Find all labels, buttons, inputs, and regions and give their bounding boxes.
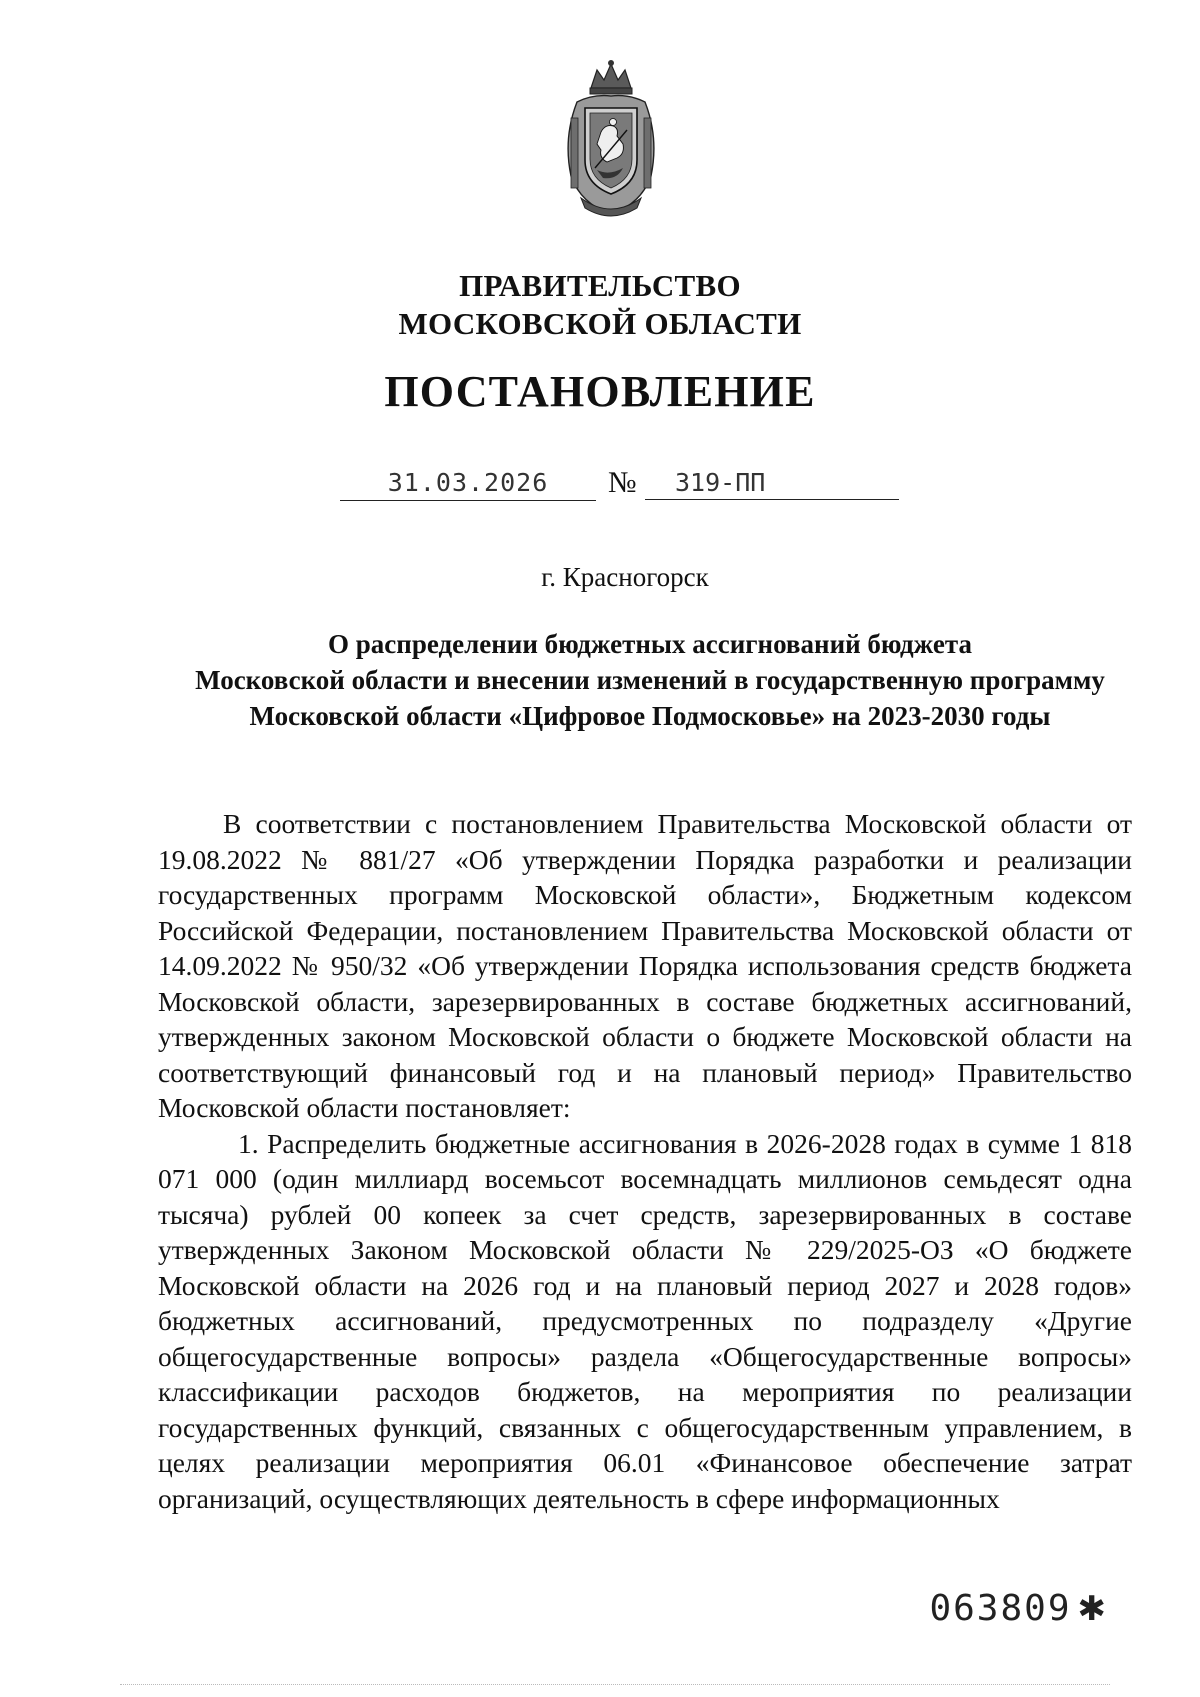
document-title-line3: Московской области «Цифровое Подмосковье» на 2023-2030 годы [249,701,1051,731]
issuing-city: г. Красногорск [541,562,709,592]
government-name-line1: ПРАВИТЕЛЬСТВО [459,268,741,303]
document-number: 319-ПП [645,466,899,500]
serial-digits: 063809 [929,1588,1072,1629]
serial-star-mark: ✱ [1077,1589,1108,1629]
document-title [150,626,1150,734]
number-sign: № [608,466,637,499]
coat-of-arms-emblem [557,58,665,220]
preamble-paragraph: В соответствии с постановлением Правительства Московской области от 19.08.2022 № 881/27 «Об утверждении Порядка разработки и реализации государственных программ Московской области», Бюджетным кодексом Российской Федерации, постановлением Правительства Московской области от 14.09.2022 № 950/32 «Об утверждении Порядка использования средств бюджета Московской области, зарезервированных в составе бюджетных ассигнований, утвержденных законом Московской области о бюджете Московской области на соответствующий финансовый год и на плановый период» Правительство Московской области постановляет: [158,808,1132,1123]
government-name-line2: МОСКОВСКОЙ ОБЛАСТИ [398,306,802,341]
document-date: 31.03.2026 [340,466,596,501]
document-date-number-row [340,466,900,506]
document-title-line2: Московской области и внесении изменений в государственную программу [195,665,1105,695]
document-title-line1: О распределении бюджетных ассигнований бюджета [328,629,972,659]
document-body [158,806,1132,1516]
scan-artifact-line [120,1684,1110,1685]
document-type-heading: ПОСТАНОВЛЕНИЕ [384,367,816,416]
clause-1-paragraph: 1. Распределить бюджетные ассигнования в 2026-2028 годах в сумме 1 818 071 000 (один миллиард восемьсот восемнадцать миллионов семьдесят одна тысяча) рублей 00 копеек за счет средств, зарезервированных в составе утвержденных Законом Московской области № 229/2025-ОЗ «О бюджете Московской области на 2026 год и на плановый период 2027 и 2028 годов» бюджетных ассигнований, предусмотренных по подразделу «Другие общегосударственные вопросы» раздела «Общегосударственные вопросы» классификации расходов бюджетов, на мероприятия по реализации государственных функций, связанных с общегосударственным управлением, в целях реализации мероприятия 06.01 «Финансовое обеспечение затрат организаций, осуществляющих деятельность в сфере информационных [158,1127,1132,1514]
form-serial-number [929,1588,1108,1629]
